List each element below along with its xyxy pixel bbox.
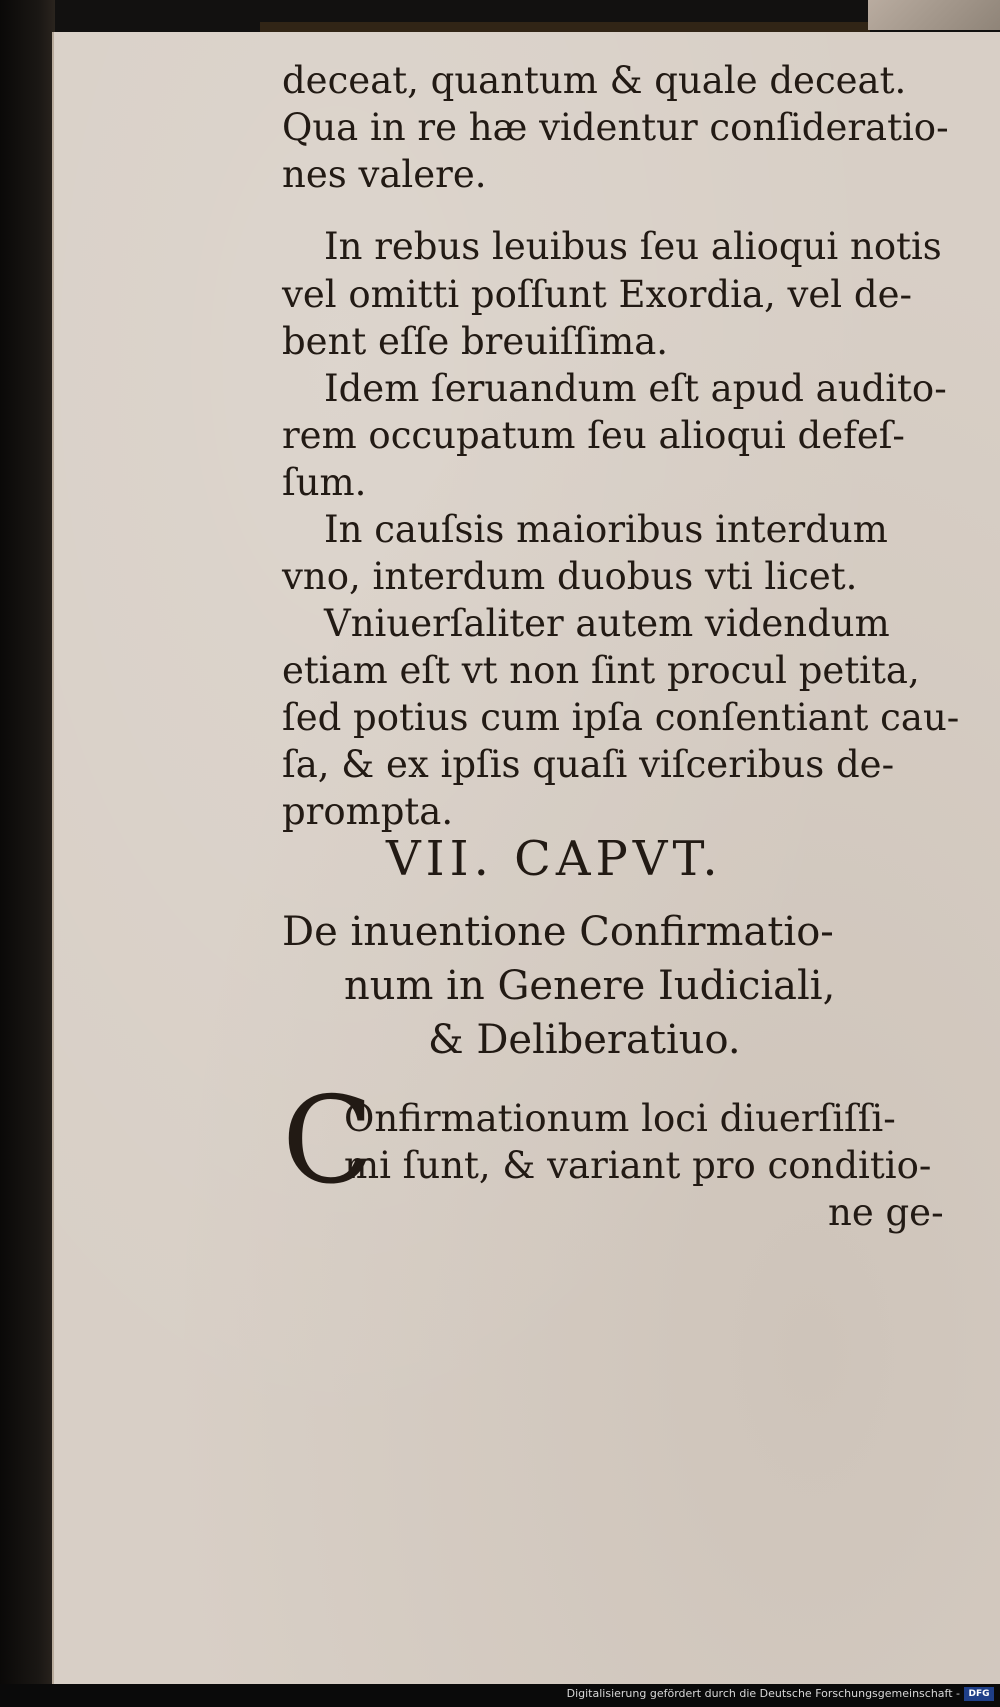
text-line: etiam eſt vt non ſint procul petita, (282, 649, 920, 692)
text-line: In rebus leuibus ſeu alioqui notis (324, 225, 942, 268)
drop-cap: C (282, 1072, 374, 1211)
text-line: ne ge- (828, 1191, 944, 1234)
text-line: Onfirmationum loci diuerſiſſi- (344, 1097, 896, 1140)
text-line: bent eſſe breuiſſima. (282, 320, 669, 363)
text-line: Qua in re hæ videntur conſideratio- (282, 106, 949, 149)
digitization-credit: Digitalisierung gefördert durch die Deutsche Forschungsgemeinschaft - (566, 1687, 960, 1700)
text-line: ſum. (282, 461, 367, 504)
chapter-title-line: num in Genere Iudiciali, (344, 963, 836, 1009)
text-line: rem occupatum ſeu alioqui defeſ- (282, 414, 905, 457)
book-spine-shadow (0, 0, 55, 1707)
dfg-logo: DFG (964, 1687, 994, 1701)
text-line: Idem ſeruandum eſt apud audito- (324, 367, 947, 410)
chapter-heading: VII. CAPVT. (386, 831, 723, 887)
paper-corner (868, 0, 1000, 30)
text-line: ſa, & ex ipſis quaſi viſceribus de- (282, 743, 895, 786)
page-top-edge (260, 22, 870, 32)
text-line: Vniuerſaliter autem videndum (324, 602, 890, 645)
text-line: vno, interdum duobus vti licet. (282, 555, 858, 598)
chapter-title-line: & Deliberatiuo. (428, 1017, 741, 1063)
book-page (52, 32, 1000, 1684)
chapter-title-line: De inuentione Confirmatio- (282, 909, 834, 955)
text-line: ſed potius cum ipſa conſentiant cau- (282, 696, 960, 739)
text-line: nes valere. (282, 153, 487, 196)
text-line: prompta. (282, 790, 454, 833)
text-line: deceat, quantum & quale deceat. (282, 59, 907, 102)
text-line: mi ſunt, & variant pro conditio- (344, 1144, 932, 1187)
text-line: In cauſsis maioribus interdum (324, 508, 888, 551)
text-line: vel omitti poſſunt Exordia, vel de- (282, 273, 912, 316)
